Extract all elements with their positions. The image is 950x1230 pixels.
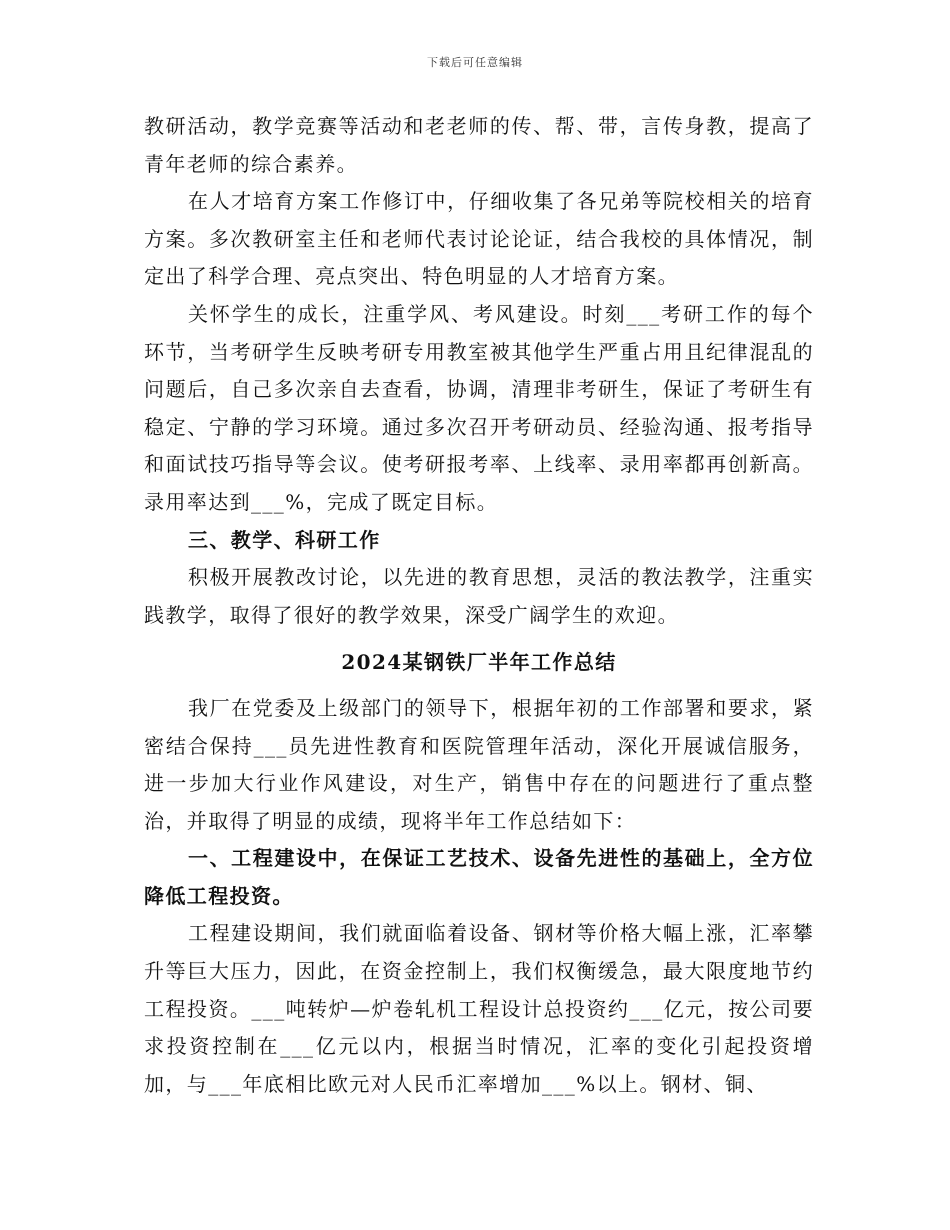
- heading-engineering-construction: 一、工程建设中，在保证工艺技术、设备先进性的基础上，全方位降低工程投资。: [144, 846, 814, 908]
- section-heading-teaching-research: 三、教学、科研工作: [188, 527, 381, 552]
- paragraph-continuation: 教研活动，教学竞赛等活动和老老师的传、帮、带，言传身教，提高了青年老师的综合素养。: [144, 114, 814, 176]
- header-note: 下载后可任意编辑: [427, 56, 523, 69]
- paragraph-talent-plan: 在人才培育方案工作修订中，仔细收集了各兄弟等院校相关的培育方案。多次教研室主任和老师代表讨论论证，结合我校的具体情况，制定出了科学合理、亮点突出、特色明显的人才培育方案。: [144, 189, 814, 289]
- paragraph-intro: 我厂在党委及上级部门的领导下，根据年初的工作部署和要求，紧密结合保持___员先进性教育和医院管理年活动，深化开展诚信服务，进一步加大行业作风建设，对生产，销售中存在的问题进行了重点整治，并取得了明显的成绩，现将半年工作总结如下：: [144, 695, 814, 833]
- paragraph-engineering-investment: 工程建设期间，我们就面临着设备、钢材等价格大幅上涨，汇率攀升等巨大压力，因此，在资金控制上，我们权衡缓急，最大限度地节约工程投资。___吨转炉—炉卷轧机工程设计总投资约___亿元，按公司要求投资控制在___亿元以内，根据当时情况，汇率的变化引起投资增加，与___年底相比欧元对人民币汇率增加___%以上。钢材、铜、: [144, 921, 814, 1096]
- paragraph-teaching-reform: 积极开展教改讨论，以先进的教育思想，灵活的教法教学，注重实践教学，取得了很好的教学效果，深受广阔学生的欢迎。: [144, 565, 814, 627]
- document-body: [144, 108, 814, 1103]
- document-title: 2024某钢铁厂半年工作总结: [341, 650, 617, 675]
- paragraph-student-care: 关怀学生的成长，注重学风、考风建设。时刻___考研工作的每个环节，当考研学生反映考研专用教室被其他学生严重占用且纪律混乱的问题后，自己多次亲自去查看，协调，清理非考研生，保证了考研生有稳定、宁静的学习环境。通过多次召开考研动员、经验沟通、报考指导和面试技巧指导等会议。使考研报考率、上线率、录用率都再创新高。录用率达到___%，完成了既定目标。: [144, 301, 814, 514]
